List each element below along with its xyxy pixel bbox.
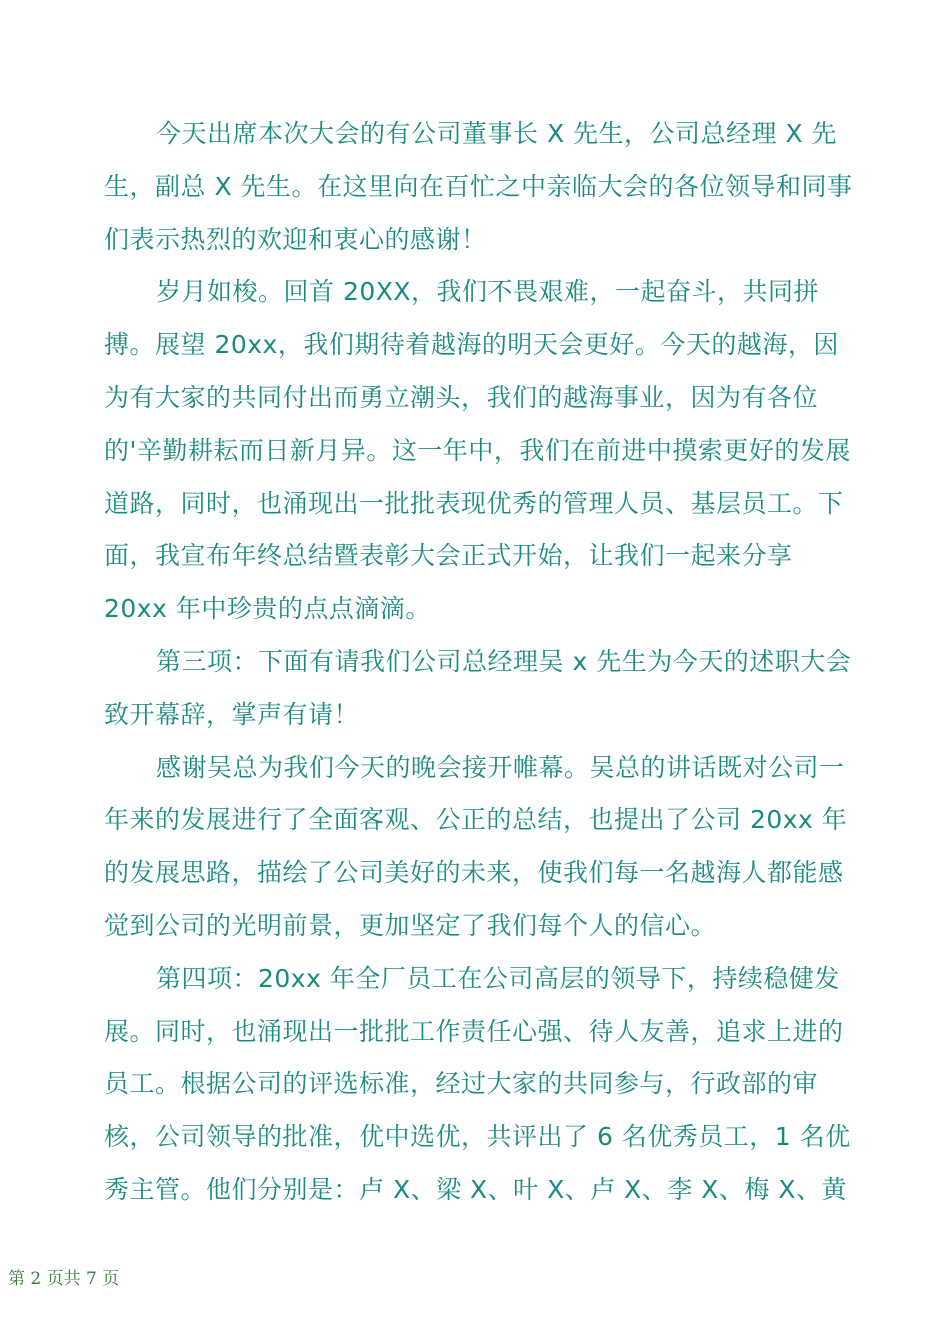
page-number: 第 2 页共 7 页 (8, 1269, 120, 1289)
paragraph-item-four: 第四项：20xx 年全厂员工在公司高层的领导下，持续稳健发展。同时，也涌现出一批批工作责任心强、待人友善，追求上进的员工。根据公司的评选标准，经过大家的共同参与，行政部的审核，公司领导的批准，优中选优，共评出了 6 名优秀员工，1 名优秀主管。他们分别是：卢 X、梁 X、叶 X、卢 X、李 X、梅 X、黄 (104, 963, 851, 1204)
document-body (104, 108, 864, 1217)
paragraph-item-three: 第三项：下面有请我们公司总经理吴 x 先生为今天的述职大会致开幕辞，掌声有请！ (104, 646, 852, 729)
paragraph-thanks: 感谢吴总为我们今天的晚会接开帷幕。吴总的讲话既对公司一年来的发展进行了全面客观、公正的总结，也提出了公司 20xx 年的发展思路，描绘了公司美好的未来，使我们每一名越海人都能感觉到公司的光明前景，更加坚定了我们每个人的信心。 (104, 752, 848, 940)
paragraph-attendees: 今天出席本次大会的有公司董事长 X 先生，公司总经理 X 先生，副总 X 先生。在这里向在百忙之中亲临大会的各位领导和同事们表示热烈的欢迎和衷心的感谢！ (104, 119, 853, 254)
paragraph-review: 岁月如梭。回首 20XX，我们不畏艰难，一起奋斗，共同拼搏。展望 20xx，我们期待着越海的明天会更好。今天的越海，因为有大家的共同付出而勇立潮头，我们的越海事业，因为有各位的'辛勤耕耘而日新月异。这一年中，我们在前进中摸索更好的发展道路，同时，也涌现出一批批表现优秀的管理人员、基层员工。下面，我宣布年终总结暨表彰大会正式开始，让我们一起来分享 20xx 年中珍贵的点点滴滴。 (104, 277, 851, 624)
